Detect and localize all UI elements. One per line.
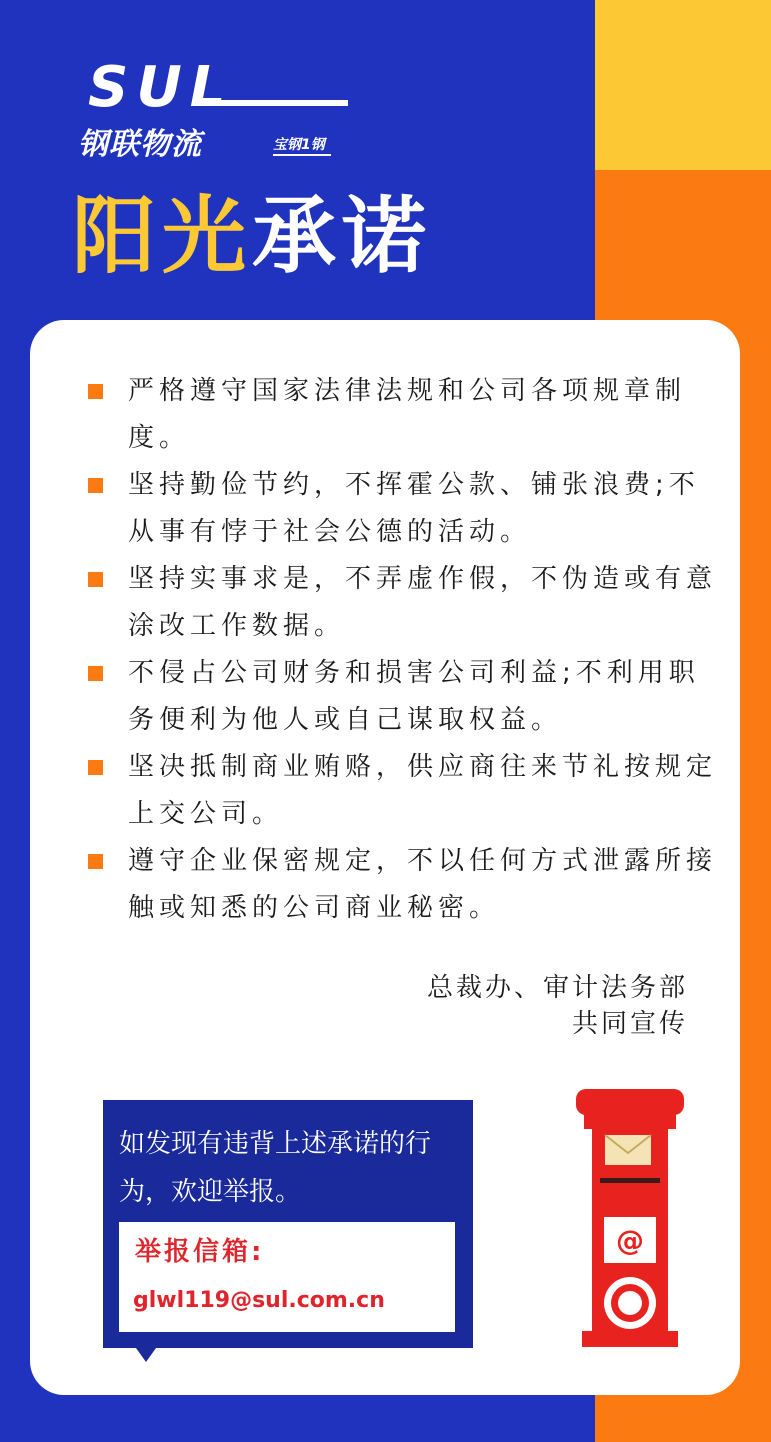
signature-line-2: 共同宣传	[571, 1009, 688, 1039]
logo-name-cn: 钢联物流	[78, 127, 202, 162]
list-item	[58, 650, 718, 744]
rule-text: 严格遵守国家法律法规和公司各项规章制度。	[128, 376, 687, 453]
list-item	[58, 368, 718, 462]
square-bullet-icon	[88, 760, 103, 775]
page-title	[72, 186, 432, 296]
rule-text: 坚持勤俭节约，不挥霍公款、铺张浪费;不从事有悖于社会公德的活动。	[128, 470, 700, 547]
logo-brand-text: SUL	[88, 55, 234, 120]
square-bullet-icon	[88, 572, 103, 587]
square-bullet-icon	[88, 478, 103, 493]
mailbox-icon	[570, 1085, 690, 1355]
logo-sub-brand: 宝钢1钢	[273, 136, 331, 156]
rule-text: 不侵占公司财务和损害公司利益;不利用职务便利为他人或自己谋取权益。	[128, 658, 700, 735]
list-item	[58, 462, 718, 556]
report-email-link[interactable]: glwl119@sul.com.cn	[133, 1288, 385, 1313]
list-item	[58, 556, 718, 650]
rule-text: 遵守企业保密规定，不以任何方式泄露所接触或知悉的公司商业秘密。	[128, 846, 718, 923]
title-part-2: 承诺	[252, 187, 433, 285]
rule-text: 坚持实事求是，不弄虚作假，不伪造或有意涂改工作数据。	[128, 564, 718, 641]
report-mailbox-box	[119, 1222, 455, 1332]
signature	[427, 970, 688, 1042]
commitment-card	[30, 320, 740, 1395]
callout-tail	[136, 1348, 156, 1362]
background-yellow-block	[595, 0, 771, 170]
svg-text:@: @	[616, 1224, 644, 1257]
square-bullet-icon	[88, 384, 103, 399]
envelope-icon	[605, 1135, 651, 1165]
square-bullet-icon	[88, 854, 103, 869]
report-callout	[103, 1100, 473, 1348]
company-logo	[78, 55, 378, 162]
signature-line-1: 总裁办、审计法务部	[426, 973, 688, 1003]
rule-text: 坚决抵制商业贿赂，供应商往来节礼按规定上交公司。	[128, 752, 718, 829]
square-bullet-icon	[88, 666, 103, 681]
list-item	[58, 744, 718, 838]
report-label: 举报信箱:	[135, 1237, 265, 1267]
list-item	[58, 838, 718, 932]
at-sign-icon	[604, 1217, 656, 1263]
report-message: 如发现有违背上述承诺的行为，欢迎举报。	[119, 1129, 432, 1207]
commitment-list	[58, 368, 718, 932]
title-part-1: 阳光	[72, 187, 253, 285]
